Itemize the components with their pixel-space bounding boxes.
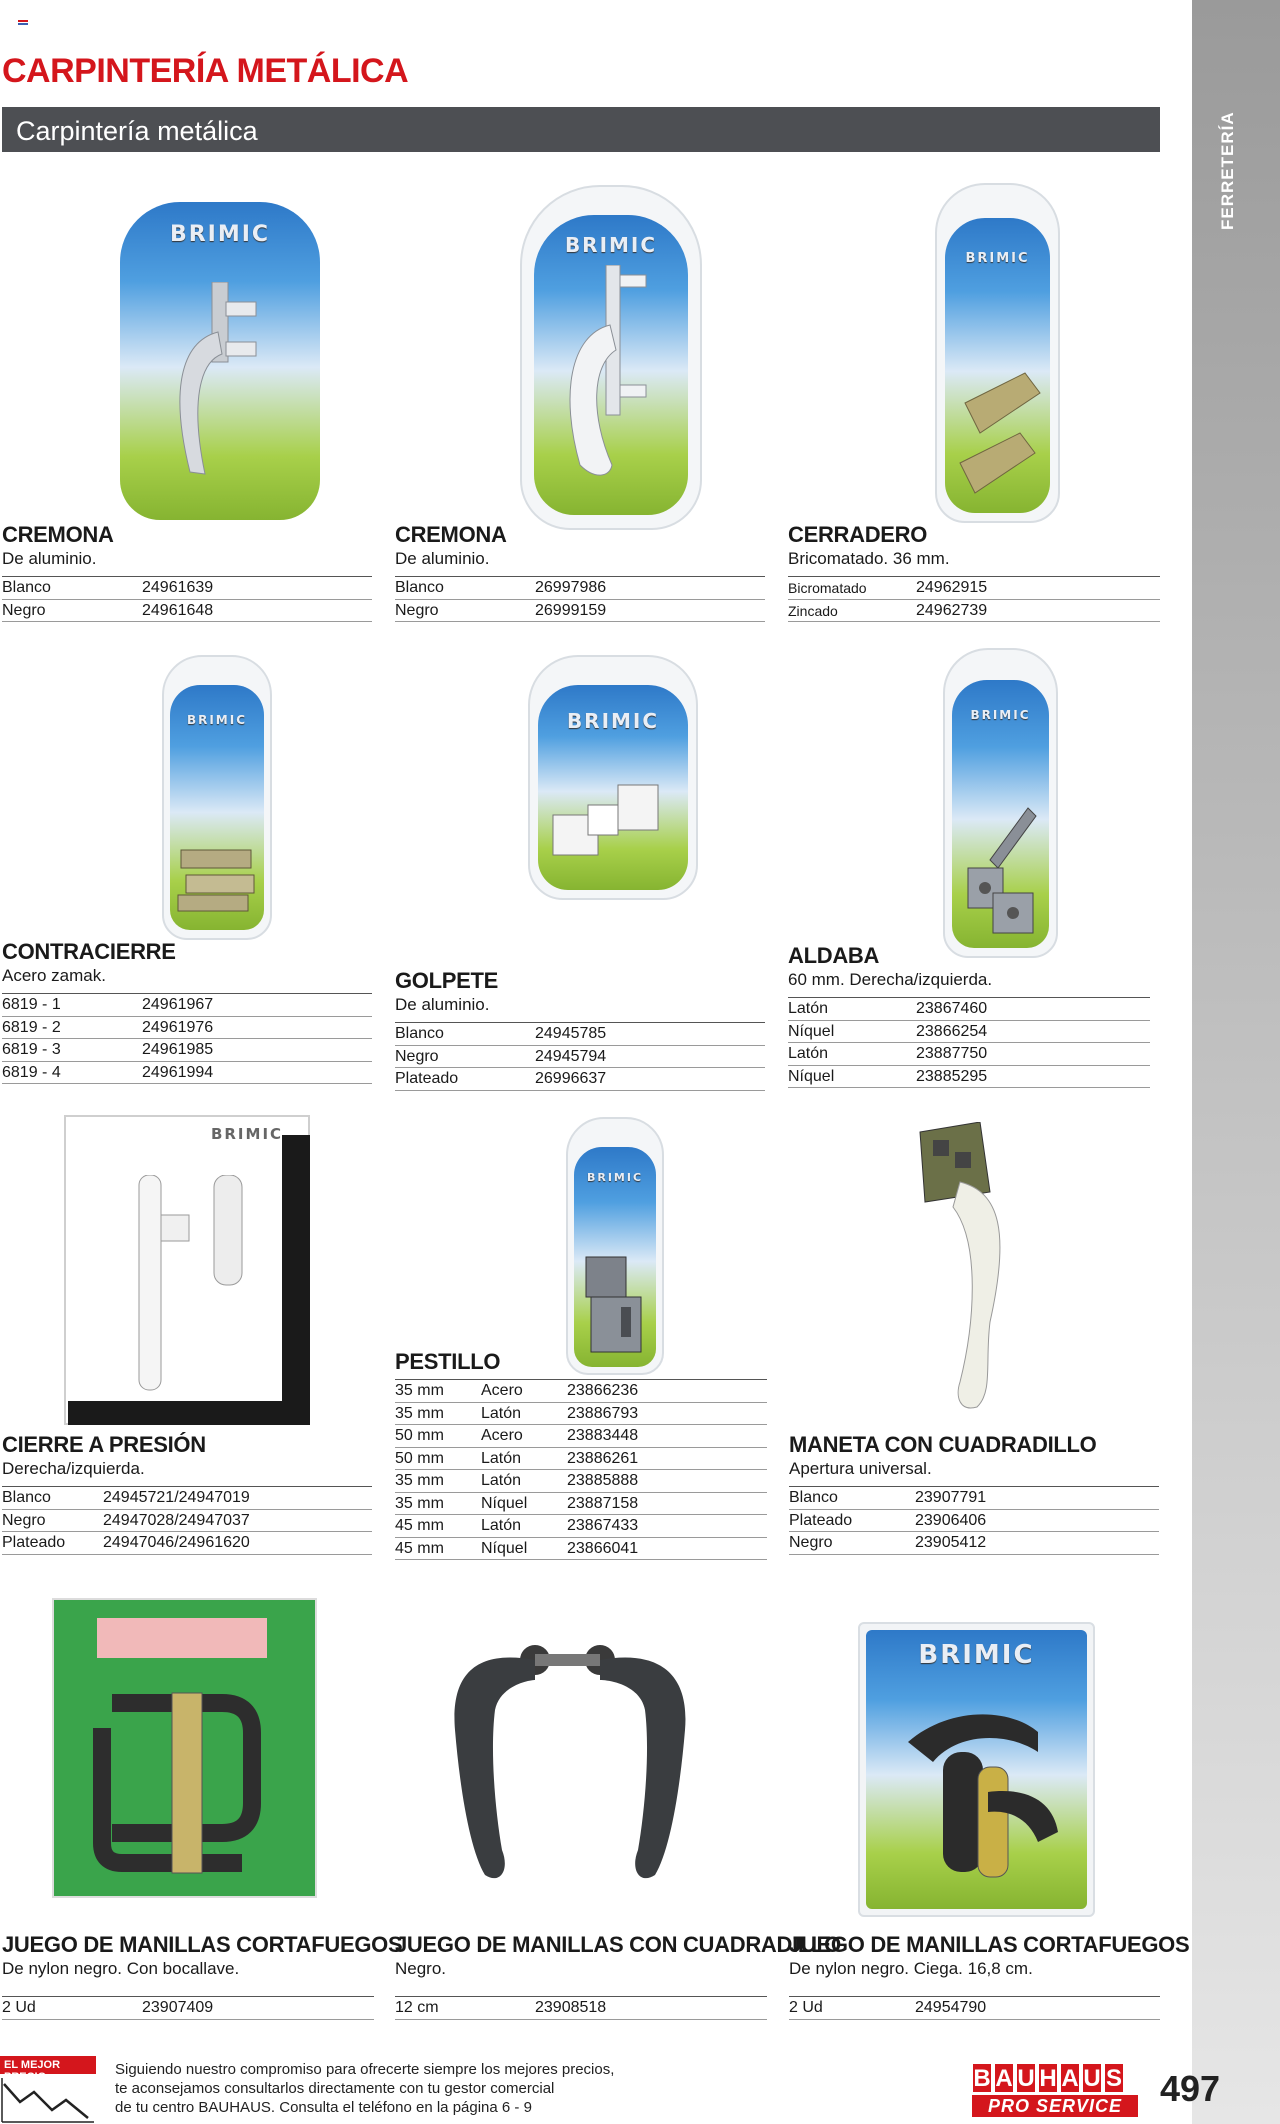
page-number: 497 — [1160, 2068, 1221, 2109]
product-image-cremona-1: BRIMIC — [120, 202, 320, 520]
table-row: 12 cm 23908518 — [395, 1997, 767, 2020]
product-desc: De aluminio. — [395, 995, 490, 1014]
product-cerradero — [788, 522, 1160, 622]
product-image-maneta — [905, 1122, 1025, 1412]
table-row: 50 mm Acero 23883448 — [395, 1425, 767, 1448]
product-desc: De nylon negro. Ciega. 16,8 cm. — [789, 1959, 1033, 1978]
product-image-cerradero: BRIMIC — [935, 183, 1060, 523]
table-row: Blanco 24945721/24947019 — [2, 1487, 372, 1510]
table-row: 45 mm Latón 23867433 — [395, 1515, 767, 1538]
price-chart-icon — [0, 2074, 96, 2124]
table-row: 35 mm Níquel 23887158 — [395, 1493, 767, 1516]
table-row: Blanco 26997986 — [395, 577, 765, 600]
product-image-manillas-cortafuegos-1 — [52, 1598, 317, 1898]
logo-letter: A — [1061, 2065, 1079, 2092]
product-name: JUEGO DE MANILLAS CON CUADRADILLO — [395, 1932, 841, 1957]
logo-letter: S — [1105, 2065, 1122, 2092]
product-desc: De nylon negro. Con bocallave. — [2, 1959, 240, 1978]
product-image-manillas-cortafuegos-2: BRIMIC — [858, 1622, 1095, 1917]
table-row: Negro 23905412 — [789, 1532, 1159, 1555]
product-manillas-cortafuegos-2 — [789, 1932, 1190, 2020]
product-desc: Negro. — [395, 1959, 447, 1978]
product-desc: Derecha/izquierda. — [2, 1459, 145, 1478]
product-cremona-1 — [2, 522, 372, 622]
table-row: Bicromatado 24962915 — [788, 577, 1160, 600]
product-name: CREMONA — [2, 522, 114, 547]
flag-icon — [18, 20, 28, 28]
product-image-aldaba: BRIMIC — [943, 648, 1058, 958]
table-row: 35 mm Latón 23885888 — [395, 1470, 767, 1493]
table-row: 6819 - 3 24961985 — [2, 1039, 372, 1062]
table-row: 2 Ud 24954790 — [789, 1997, 1160, 2020]
product-manillas-cuadradillo — [395, 1932, 841, 2020]
product-manillas-cortafuegos-1 — [2, 1932, 403, 2020]
table-row: 6819 - 2 24961976 — [2, 1017, 372, 1040]
table-row: Latón 23867460 — [788, 998, 1150, 1021]
table-row: 45 mm Níquel 23866041 — [395, 1538, 767, 1561]
logo-letter: U — [1083, 2065, 1101, 2092]
product-image-manillas-cuadradillo — [440, 1640, 730, 1890]
logo-letter: H — [1039, 2065, 1057, 2092]
table-row: Blanco 24945785 — [395, 1023, 765, 1046]
side-tab-label: FERRETERÍA — [1218, 111, 1237, 230]
table-row: Negro 26999159 — [395, 600, 765, 623]
table-row: 50 mm Latón 23886261 — [395, 1448, 767, 1471]
table-row: 35 mm Acero 23866236 — [395, 1380, 767, 1403]
logo-letter: A — [995, 2065, 1013, 2092]
product-desc: Apertura universal. — [789, 1459, 932, 1478]
product-name: JUEGO DE MANILLAS CORTAFUEGOS — [2, 1932, 403, 1957]
table-row: Blanco 24961639 — [2, 577, 372, 600]
product-contracierre — [2, 939, 372, 1084]
table-row: Latón 23887750 — [788, 1043, 1150, 1066]
product-desc: De aluminio. — [2, 549, 97, 568]
product-name: GOLPETE — [395, 968, 499, 993]
footer-note: Siguiendo nuestro compromiso para ofrecerte siempre los mejores precios, te aconsejamos consultarlos directamente con tu gestor comercial de tu centro BAUHAUS. Consulta el teléfono en la página 6 - 9 — [115, 2061, 615, 2116]
logo-letter: B — [973, 2065, 991, 2092]
product-desc: 60 mm. Derecha/izquierda. — [788, 970, 993, 989]
table-row: Níquel 23866254 — [788, 1021, 1150, 1044]
product-name: CERRADERO — [788, 522, 928, 547]
page-title: CARPINTERÍA METÁLICA — [2, 52, 409, 90]
logo-letter: U — [1017, 2065, 1035, 2092]
product-golpete — [395, 968, 765, 1091]
table-row: Negro 24961648 — [2, 600, 372, 623]
product-name: CONTRACIERRE — [2, 939, 176, 964]
table-row: Zincado 24962739 — [788, 600, 1160, 623]
product-name: MANETA CON CUADRADILLO — [789, 1432, 1097, 1457]
best-price-badge: EL MEJOR PRECIO — [0, 2056, 96, 2124]
table-row: Negro 24947028/24947037 — [2, 1510, 372, 1533]
product-desc: Acero zamak. — [2, 966, 106, 985]
product-pestillo — [395, 1349, 767, 1560]
product-name: CIERRE A PRESIÓN — [2, 1432, 206, 1457]
product-name: JUEGO DE MANILLAS CORTAFUEGOS — [789, 1932, 1190, 1957]
product-maneta — [789, 1432, 1159, 1555]
bauhaus-logo: B A U H A U S PRO SERVICE — [972, 2063, 1138, 2117]
product-image-cierre-presion: BRIMIC — [64, 1115, 310, 1425]
product-desc: De aluminio. — [395, 549, 490, 568]
table-row: Blanco 23907791 — [789, 1487, 1159, 1510]
product-name: CREMONA — [395, 522, 507, 547]
product-name: ALDABA — [788, 943, 880, 968]
product-cremona-2 — [395, 522, 765, 622]
product-aldaba — [788, 943, 1150, 1088]
product-name: PESTILLO — [395, 1349, 501, 1374]
table-row: Níquel 23885295 — [788, 1066, 1150, 1089]
table-row: 6819 - 4 24961994 — [2, 1062, 372, 1085]
product-image-golpete: BRIMIC — [528, 655, 698, 900]
table-row: 6819 - 1 24961967 — [2, 994, 372, 1017]
table-row: 2 Ud 23907409 — [2, 1997, 374, 2020]
table-row: Plateado 23906406 — [789, 1510, 1159, 1533]
table-row: Plateado 26996637 — [395, 1068, 765, 1091]
section-title: Carpintería metálica — [2, 107, 1160, 152]
product-cierre-presion — [2, 1432, 372, 1555]
side-strip — [1192, 0, 1280, 2124]
product-image-contracierre: BRIMIC — [162, 655, 272, 940]
product-desc: Bricomatado. 36 mm. — [788, 549, 950, 568]
table-row: 35 mm Latón 23886793 — [395, 1403, 767, 1426]
product-image-pestillo: BRIMIC — [566, 1117, 664, 1375]
product-image-cremona-2: BRIMIC — [520, 185, 702, 530]
table-row: Negro 24945794 — [395, 1046, 765, 1069]
table-row: Plateado 24947046/24961620 — [2, 1532, 372, 1555]
